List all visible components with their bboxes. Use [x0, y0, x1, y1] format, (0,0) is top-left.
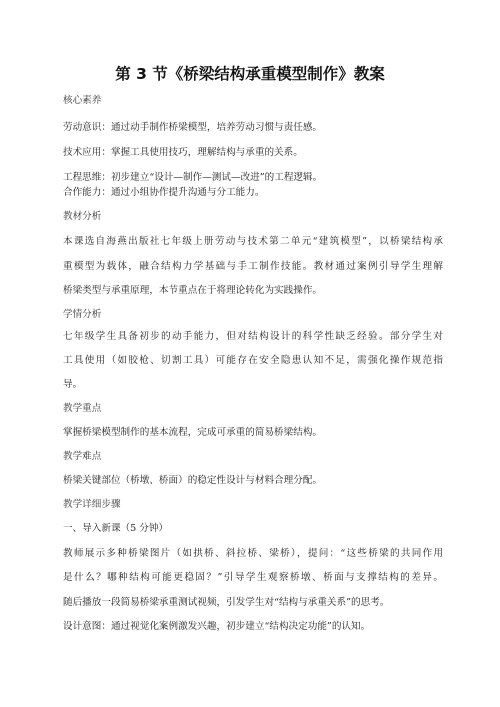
paragraph-line: 劳动意识：通过动手制作桥梁模型，培养劳动习惯与责任感。: [63, 122, 323, 133]
subsection-heading-intro: 一、导入新课（5 分钟）: [63, 523, 169, 534]
paragraph-line: 随后播放一段简易桥梁承重测试视频，引发学生对“结构与承重关系”的思考。: [63, 597, 390, 608]
paragraph-line: 设计意图：通过视觉化案例激发兴趣，初步建立“结构决定功能”的认知。: [63, 621, 371, 632]
paragraph-line: 本课选自海燕出版社七年级上册劳动与技术第二单元“建筑模型”，以桥梁结构承: [63, 236, 443, 247]
paragraph-line: 掌握桥梁模型制作的基本流程，完成可承重的简易桥梁结构。: [63, 427, 323, 438]
document-title: 第 3 节《桥梁结构承重模型制作》教案: [115, 65, 385, 83]
paragraph-line: 教师展示多种桥梁图片（如拱桥、斜拉桥、梁桥），提问：“这些桥梁的共同作用: [63, 548, 443, 559]
paragraph-line: 工程思维：初步建立“设计—制作—测试—改进”的工程逻辑。: [63, 172, 323, 183]
paragraph-line: 重模型为载体，融合结构力学基础与手工制作技能。教材通过案例引导学生理解: [63, 261, 443, 272]
section-heading-teaching-steps: 教学详细步骤: [63, 499, 121, 510]
paragraph-line: 桥梁类型与承重原理，本节重点在于将理论转化为实践操作。: [63, 285, 323, 296]
paragraph-line: 技术应用：掌握工具使用技巧，理解结构与承重的关系。: [63, 147, 303, 158]
section-heading-core-literacy: 核心素养: [63, 95, 102, 106]
paragraph-line: 是什么？哪种结构可能更稳固？”引导学生观察桥墩、桥面与支撑结构的差异。: [63, 572, 443, 583]
paragraph-line: 七年级学生具备初步的动手能力，但对结构设计的科学性缺乏经验。部分学生对: [63, 331, 443, 342]
paragraph-line: 合作能力：通过小组协作提升沟通与分工能力。: [63, 187, 265, 198]
section-heading-key-points: 教学重点: [63, 403, 102, 414]
section-heading-student-analysis: 学情分析: [63, 309, 102, 320]
section-heading-textbook-analysis: 教材分析: [63, 211, 102, 222]
paragraph-line: 桥梁关键部位（桥墩、桥面）的稳定性设计与材料合理分配。: [63, 475, 323, 486]
section-heading-difficulties: 教学难点: [63, 451, 102, 462]
paragraph-line: 工具使用（如胶枪、切割工具）可能存在安全隐患认知不足，需强化操作规范指: [63, 355, 443, 366]
paragraph-line: 导。: [63, 379, 83, 390]
